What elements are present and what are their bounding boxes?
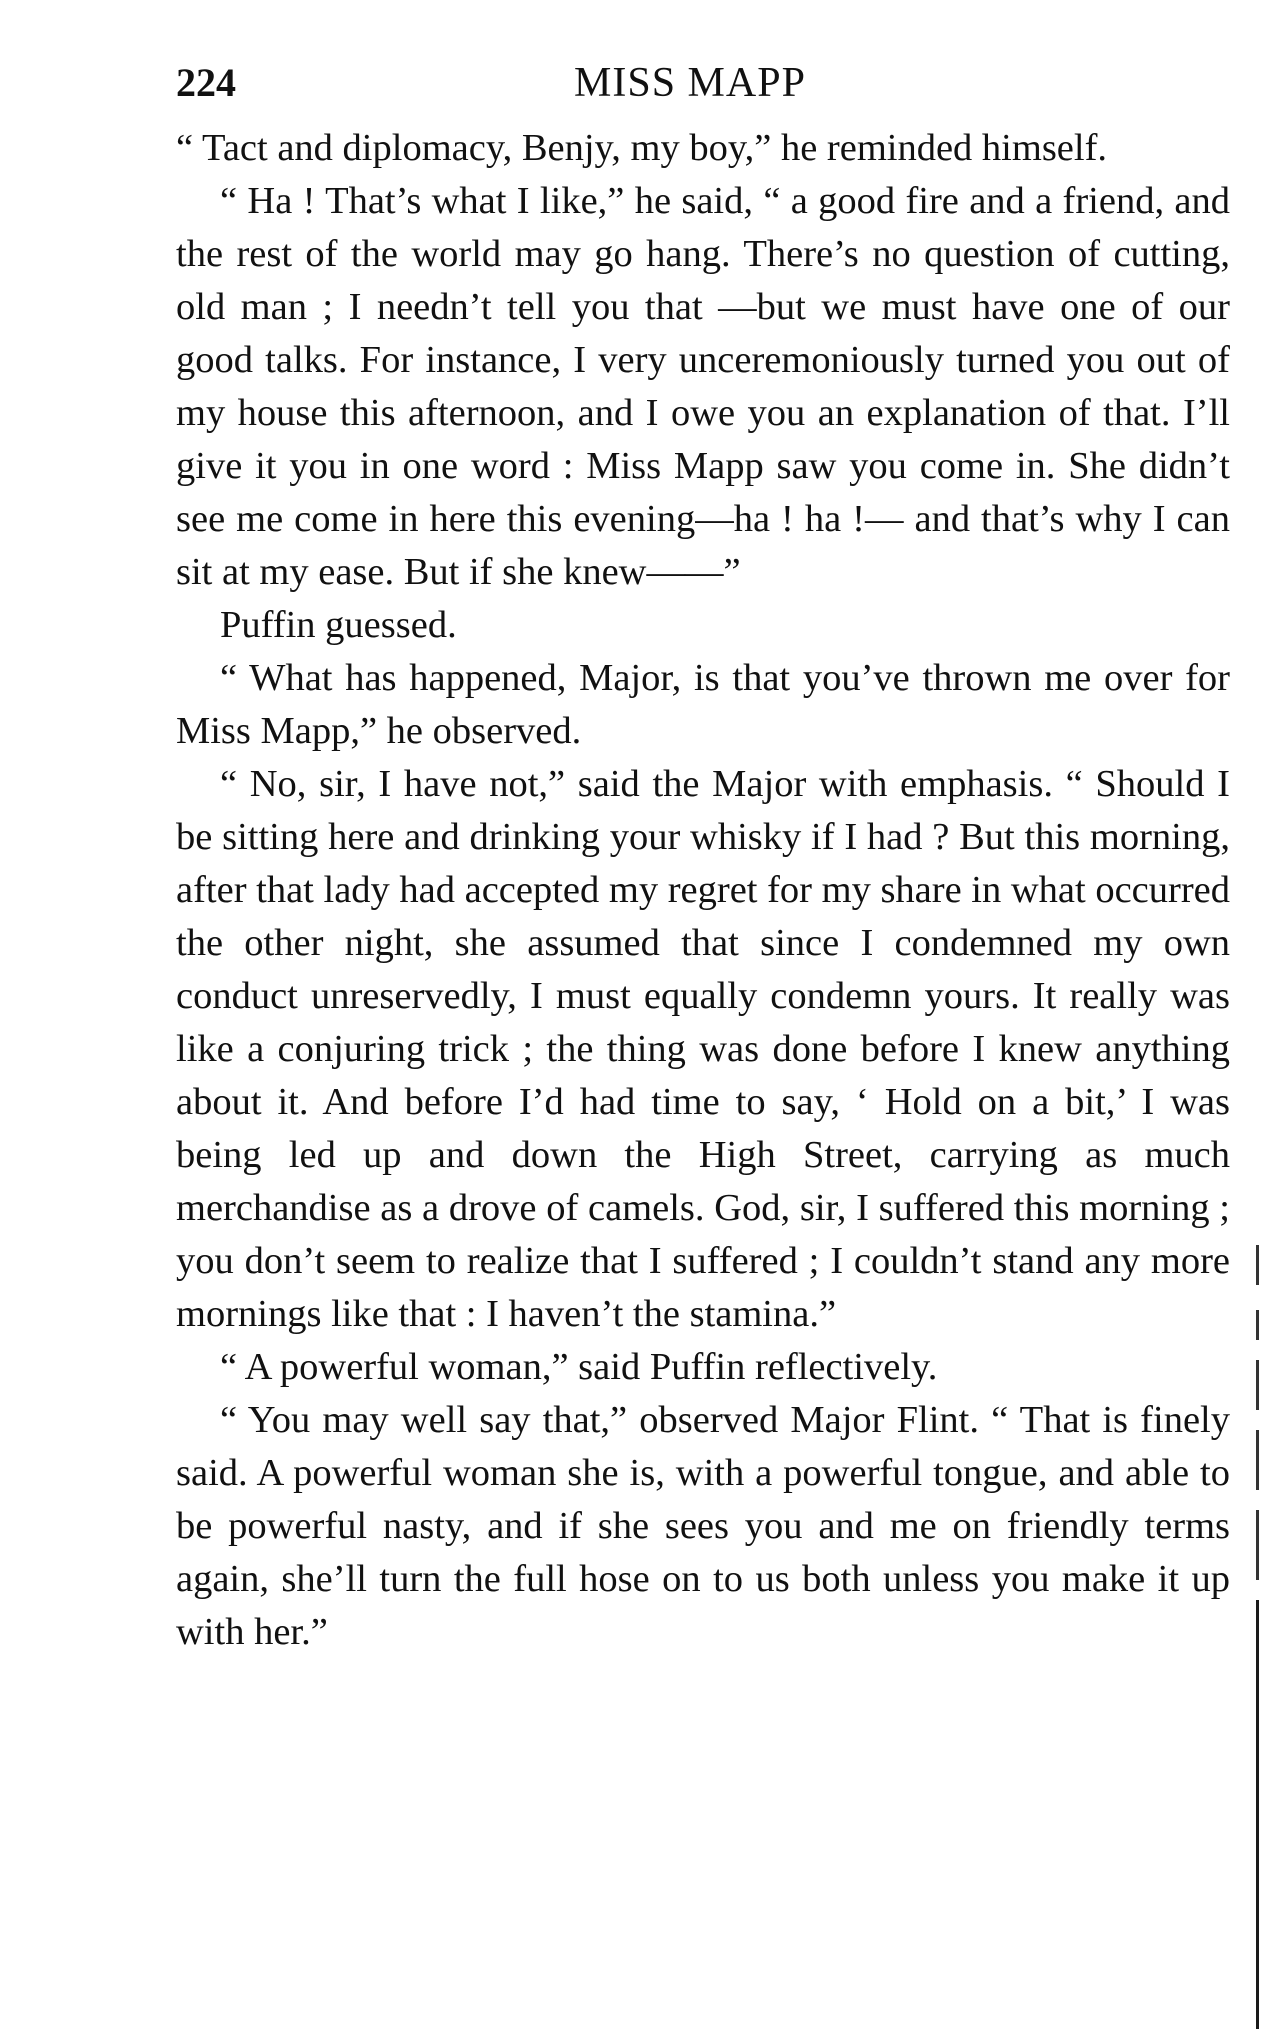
paragraph: “ Tact and diplomacy, Benjy, my boy,” he reminded himself. [176,127,1108,169]
paragraph: Puffin guessed. [220,604,457,646]
paragraph: “ What has happened, Major, is that you’ve thrown me over for Miss Mapp,” he observed. [176,657,1230,752]
page-edge-mark [1256,1360,1259,1410]
page-edge-mark [1256,1245,1259,1285]
paragraph: “ No, sir, I have not,” said the Major with emphasis. “ Should I be sitting here and drinking your whisky if I had ? But this morning, after that lady had accepted my regret for my share in what occurred the other night, she assumed that since I condemned my own conduct unreservedly, I must equally condemn yours. It really was like a conjuring trick ; the thing was done before I knew anything about it. And before I’d had time to say, ‘ Hold on a bit,’ I was being led up and down the High Street, carrying as much merchandise as a drove of camels. God, sir, I suffered this morning ; you don’t seem to realize that I suffered ; I couldn’t stand any more mornings like that : I haven’t the stamina.” [176,763,1230,1335]
running-head [176,58,1230,108]
page-edge-mark [1256,1430,1259,1490]
paragraph: “ A powerful woman,” said Puffin reflectively. [220,1346,938,1388]
paragraph: “ Ha ! That’s what I like,” he said, “ a good fire and a friend, and the rest of the world may go hang. There’s no question of cutting, old man ; I needn’t tell you that —but we must have one of our good talks. For instance, I very unceremoniously turned you out of my house this afternoon, and I owe you an explanation of that. I’ll give it you in one word : Miss Mapp saw you come in. She didn’t see me come in here this evening—ha ! ha !— and that’s why I can sit at my ease. But if she knew——” [176,180,1230,593]
body-text [176,122,1230,1659]
paragraph: “ You may well say that,” observed Major Flint. “ That is finely said. A powerful woman she is, with a powerful tongue, and able to be powerful nasty, and if she sees you and me on friendly terms again, she’ll turn the full hose on to us both unless you make it up with her.” [176,1399,1230,1653]
running-title: MISS MAPP [574,60,806,106]
page-edge-mark [1256,1310,1259,1340]
page-number: 224 [176,60,236,105]
page-edge-mark [1256,1510,1259,1580]
page-edge-line [1256,1600,1259,2029]
